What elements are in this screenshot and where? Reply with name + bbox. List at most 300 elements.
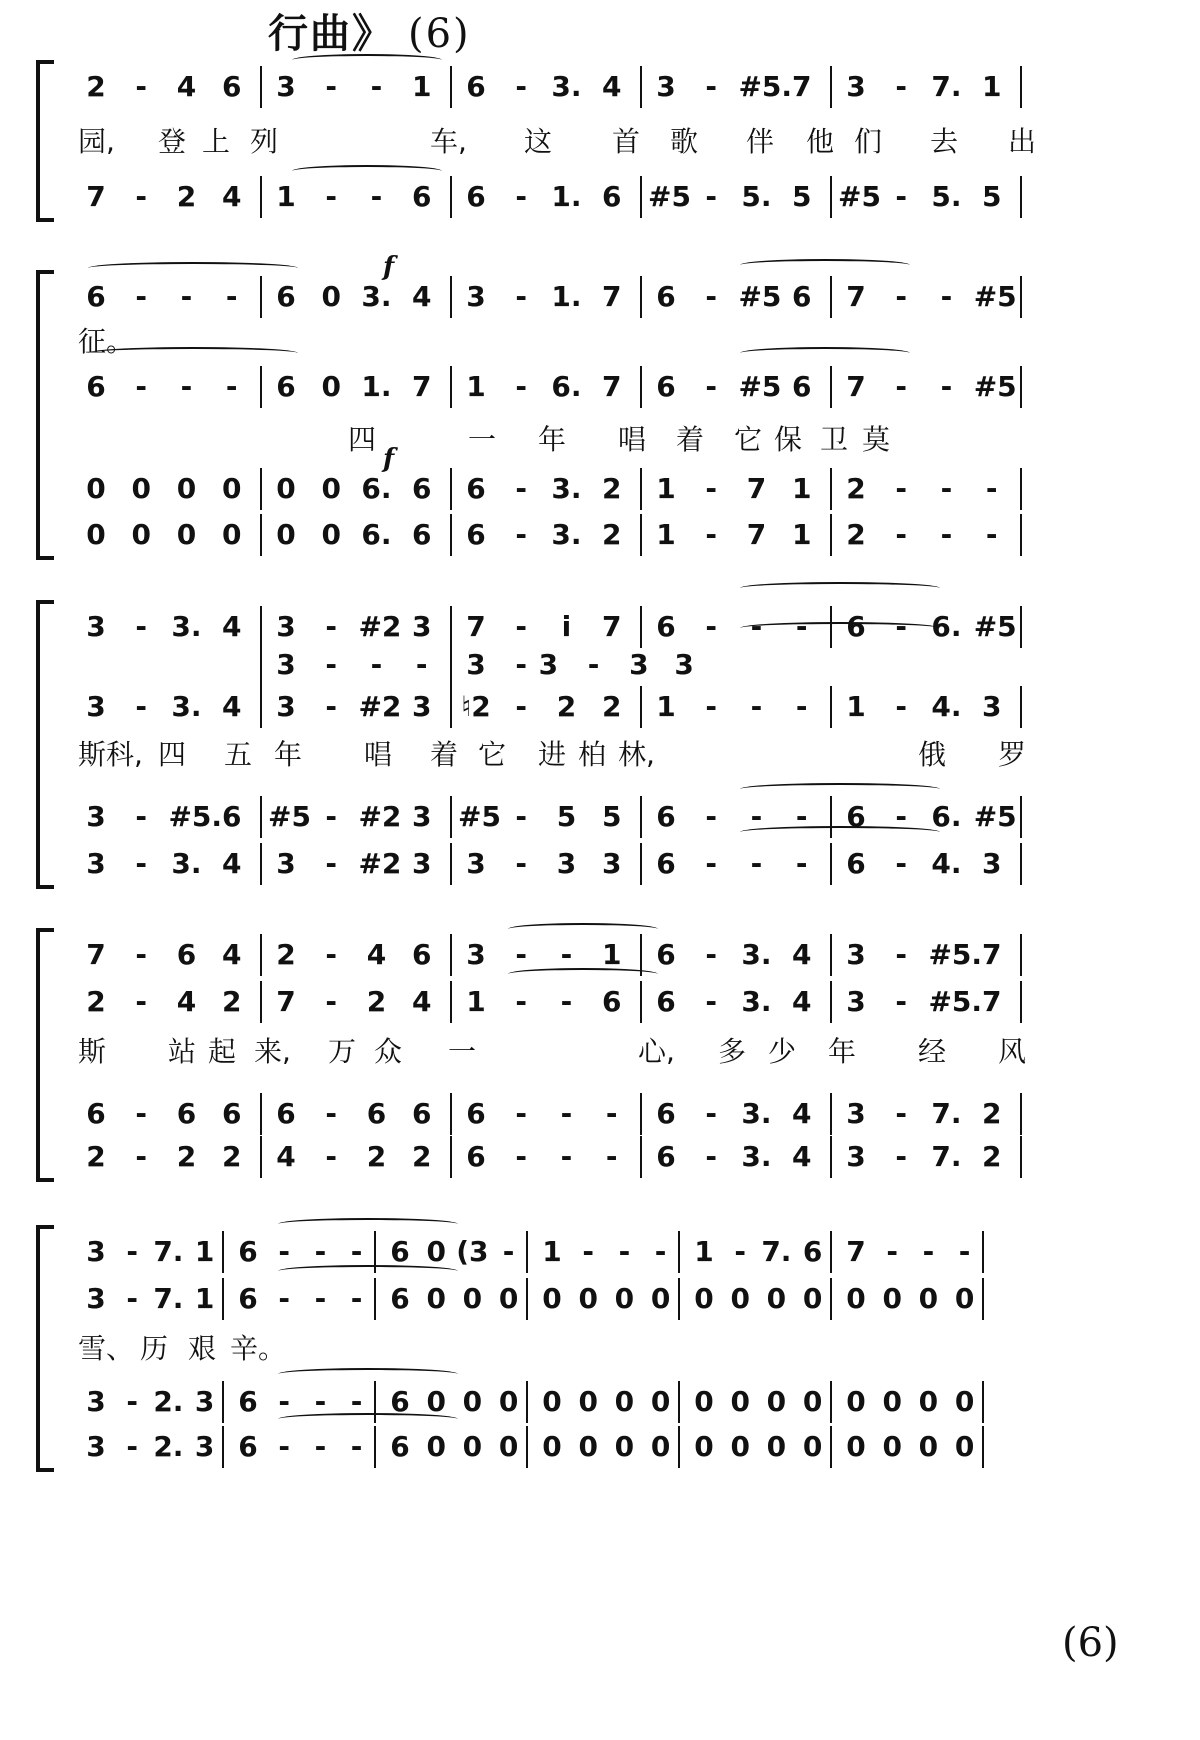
- numbered-note: 1: [466, 985, 486, 1018]
- barline: [830, 1093, 832, 1135]
- numbered-note: 3: [656, 70, 676, 103]
- dash-note: -: [515, 1097, 528, 1130]
- barline: [1020, 276, 1022, 318]
- dash-note: -: [180, 370, 193, 403]
- slur-mark: [508, 968, 658, 980]
- barline: [982, 1278, 984, 1320]
- dash-note: -: [560, 985, 573, 1018]
- numbered-note: 0: [730, 1282, 750, 1315]
- dash-note: -: [370, 180, 383, 213]
- dash-note: -: [705, 985, 718, 1018]
- numbered-note: 7.: [153, 1282, 184, 1315]
- numbered-note: 2: [981, 1140, 1002, 1173]
- numbered-note: 0: [462, 1430, 483, 1463]
- numbered-note: 3.: [361, 280, 392, 313]
- barline: [1020, 514, 1022, 556]
- numbered-note: 4: [791, 1140, 812, 1173]
- notation-row: [78, 847, 1153, 885]
- numbered-note: 0: [321, 280, 341, 313]
- lyric-word: 他: [806, 125, 835, 158]
- dash-note: -: [515, 690, 528, 723]
- numbered-note: 7: [86, 180, 106, 213]
- barline: [260, 981, 262, 1023]
- numbered-note: 0: [498, 1385, 519, 1418]
- numbered-note: 0: [321, 370, 341, 403]
- dash-note: -: [515, 180, 528, 213]
- numbered-note: #5: [738, 280, 782, 313]
- barline: [640, 606, 642, 648]
- lyric-word: 征。: [78, 325, 135, 358]
- dash-note: -: [886, 1235, 898, 1268]
- barline: [260, 1093, 262, 1135]
- notation-row: [78, 610, 1153, 648]
- dash-note: -: [515, 800, 528, 833]
- dash-note: -: [325, 610, 338, 643]
- notation-row: [78, 180, 1153, 218]
- numbered-note: 1: [411, 70, 432, 103]
- numbered-note: 7.: [931, 70, 962, 103]
- numbered-note: 7.: [931, 1140, 962, 1173]
- numbered-note: 3: [538, 648, 559, 681]
- numbered-note: 2: [276, 938, 296, 971]
- lyric-word: 这: [524, 125, 553, 158]
- numbered-note: 2: [601, 472, 622, 505]
- numbered-note: 0: [176, 518, 197, 551]
- lyric-word: 进: [538, 738, 567, 771]
- lyric-word: 列: [250, 125, 279, 158]
- numbered-note: 0: [542, 1282, 562, 1315]
- numbered-note: 3.: [171, 847, 202, 880]
- numbered-note: 2: [176, 1140, 197, 1173]
- numbered-note: 3.: [551, 518, 582, 551]
- barline: [374, 1426, 376, 1468]
- numbered-note: 7: [746, 518, 767, 551]
- lyric-word: 们: [854, 125, 883, 158]
- lyric-word: 着: [430, 738, 459, 771]
- barline: [640, 366, 642, 408]
- numbered-note: #5: [838, 180, 881, 213]
- notation-row: [78, 1282, 1153, 1320]
- barline: [450, 276, 452, 318]
- numbered-note: 1: [791, 518, 812, 551]
- numbered-note: 4: [791, 985, 812, 1018]
- numbered-note: 3: [846, 938, 866, 971]
- score-title: [268, 2, 471, 59]
- dash-note: -: [940, 472, 953, 505]
- lyric-word: 经: [918, 1035, 947, 1068]
- barline: [450, 514, 452, 556]
- numbered-note: 7: [846, 370, 866, 403]
- notation-row: [78, 280, 1153, 318]
- barline: [260, 366, 262, 408]
- numbered-note: 2: [556, 690, 577, 723]
- numbered-note: 1: [846, 690, 866, 723]
- numbered-note: 3.: [171, 610, 202, 643]
- numbered-note: 6: [411, 518, 432, 551]
- dash-note: -: [135, 280, 148, 313]
- dash-note: -: [135, 985, 148, 1018]
- numbered-note: 6.: [931, 800, 962, 833]
- numbered-note: 6: [176, 1097, 197, 1130]
- numbered-note: 1: [466, 370, 486, 403]
- dash-note: -: [705, 70, 718, 103]
- numbered-note: 0: [426, 1235, 446, 1268]
- barline: [450, 843, 452, 885]
- dash-note: -: [502, 1235, 515, 1268]
- lyric-word: 卫: [820, 423, 849, 456]
- dash-note: -: [135, 70, 148, 103]
- numbered-note: 2.: [153, 1385, 184, 1418]
- numbered-note: 3.: [741, 938, 772, 971]
- lyric-word: 辛。: [230, 1332, 287, 1365]
- dash-note: -: [370, 70, 383, 103]
- lyric-word: 出: [1008, 125, 1037, 158]
- lyric-word: 一: [448, 1035, 477, 1068]
- system-bracket: [36, 928, 40, 1182]
- numbered-note: 0: [802, 1282, 823, 1315]
- numbered-note: #5.: [738, 70, 793, 103]
- dash-note: -: [795, 847, 808, 880]
- numbered-note: 0: [578, 1282, 598, 1315]
- barline: [1020, 1093, 1022, 1135]
- lyric-word: 去: [930, 125, 959, 158]
- dash-note: -: [325, 648, 338, 681]
- barline: [260, 934, 262, 976]
- barline: [830, 843, 832, 885]
- slur-mark: [88, 347, 298, 359]
- barline: [1020, 468, 1022, 510]
- dynamic-forte: f: [383, 444, 395, 474]
- lyric-word: 柏: [578, 738, 607, 771]
- numbered-note: 0: [578, 1385, 598, 1418]
- numbered-note: 1: [656, 690, 676, 723]
- dash-note: -: [605, 1097, 618, 1130]
- numbered-note: 0: [131, 518, 151, 551]
- numbered-note: 0: [694, 1282, 714, 1315]
- numbered-note: 3: [194, 1430, 215, 1463]
- numbered-note: 3: [674, 648, 694, 681]
- barline: [1020, 176, 1022, 218]
- numbered-note: 1.: [551, 280, 582, 313]
- barline: [450, 468, 452, 510]
- numbered-note: 3.: [551, 472, 582, 505]
- numbered-note: 0: [694, 1430, 714, 1463]
- numbered-note: 6: [86, 370, 106, 403]
- dash-note: -: [135, 800, 148, 833]
- barline: [1020, 366, 1022, 408]
- numbered-note: 6: [466, 180, 486, 213]
- numbered-note: 0: [802, 1385, 823, 1418]
- numbered-note: 0: [276, 518, 296, 551]
- numbered-note: 4.: [931, 690, 962, 723]
- dash-note: -: [895, 70, 908, 103]
- barline: [260, 276, 262, 318]
- numbered-note: #5.: [168, 800, 223, 833]
- numbered-note: 4: [221, 610, 242, 643]
- lyric-word: 保: [774, 423, 803, 456]
- lyric-word: 历: [140, 1332, 169, 1365]
- numbered-note: 4: [176, 70, 197, 103]
- lyric-word: 年: [538, 423, 567, 456]
- barline: [260, 843, 262, 885]
- barline: [526, 1426, 528, 1468]
- lyric-word: 众: [374, 1035, 403, 1068]
- barline: [450, 686, 452, 728]
- numbered-note: #5: [973, 800, 1017, 833]
- barline: [982, 1231, 984, 1273]
- lyric-word: 莫: [862, 423, 891, 456]
- numbered-note: 0: [462, 1282, 483, 1315]
- dash-note: -: [135, 847, 148, 880]
- dash-note: -: [180, 280, 193, 313]
- numbered-note: 0: [86, 518, 106, 551]
- notation-row: [78, 370, 1153, 408]
- numbered-note: 7.: [153, 1235, 184, 1268]
- barline: [830, 1381, 832, 1423]
- numbered-note: 6.: [931, 610, 962, 643]
- numbered-note: #5: [648, 180, 691, 213]
- numbered-note: 5: [601, 800, 622, 833]
- dash-note: -: [795, 800, 808, 833]
- lyric-word: 雪、: [78, 1332, 135, 1365]
- numbered-note: 6: [466, 518, 486, 551]
- numbered-note: 6: [656, 800, 676, 833]
- dash-note: -: [895, 938, 908, 971]
- dash-note: -: [350, 1430, 363, 1463]
- barline: [222, 1426, 224, 1468]
- notation-row: [78, 1140, 1153, 1178]
- barline: [640, 468, 642, 510]
- numbered-note: 3: [86, 1385, 106, 1418]
- numbered-note: 4: [411, 985, 432, 1018]
- dash-note: -: [225, 280, 238, 313]
- barline: [830, 981, 832, 1023]
- system-bracket: [36, 600, 40, 889]
- numbered-note: 5.: [931, 180, 962, 213]
- numbered-note: 6: [176, 938, 197, 971]
- lyric-row: [78, 733, 1153, 773]
- barline: [830, 934, 832, 976]
- dash-note: -: [654, 1235, 667, 1268]
- numbered-note: 6: [238, 1385, 258, 1418]
- numbered-note: (3: [456, 1235, 489, 1268]
- numbered-note: 6: [601, 180, 622, 213]
- numbered-note: 5: [981, 180, 1002, 213]
- numbered-note: 3: [276, 610, 296, 643]
- system-bracket: [36, 270, 40, 560]
- numbered-note: 5: [556, 800, 577, 833]
- numbered-note: 0: [694, 1385, 714, 1418]
- numbered-note: 7.: [761, 1235, 792, 1268]
- lyric-word: 歌: [670, 125, 699, 158]
- numbered-note: 4: [221, 938, 242, 971]
- lyric-word: 上: [202, 125, 231, 158]
- notation-row: [78, 648, 1153, 686]
- barline: [640, 1136, 642, 1178]
- numbered-note: 0: [542, 1430, 562, 1463]
- dash-note: -: [515, 847, 528, 880]
- numbered-note: 6: [276, 1097, 296, 1130]
- barline: [450, 981, 452, 1023]
- numbered-note: 3: [411, 690, 432, 723]
- barline: [450, 606, 452, 648]
- numbered-note: 6: [656, 610, 676, 643]
- numbered-note: 3: [981, 690, 1002, 723]
- lyric-row: [78, 1327, 1153, 1367]
- numbered-note: 6: [846, 800, 866, 833]
- notation-row: [78, 1430, 1153, 1468]
- dash-note: -: [705, 938, 718, 971]
- numbered-note: 0: [766, 1282, 787, 1315]
- numbered-note: 6: [656, 985, 676, 1018]
- numbered-note: 3: [411, 800, 432, 833]
- numbered-note: 5.: [741, 180, 772, 213]
- dash-note: -: [126, 1282, 138, 1315]
- numbered-note: 0: [766, 1385, 787, 1418]
- dash-note: -: [225, 370, 238, 403]
- slur-mark: [740, 622, 940, 634]
- barline: [450, 1093, 452, 1135]
- slur-mark: [278, 1368, 458, 1380]
- numbered-note: 2: [981, 1097, 1002, 1130]
- lyric-row: [78, 120, 1153, 160]
- barline: [830, 1136, 832, 1178]
- numbered-note: 0: [426, 1430, 446, 1463]
- system-bracket: [36, 60, 40, 222]
- numbered-note: 6: [86, 1097, 106, 1130]
- barline: [830, 1231, 832, 1273]
- lyric-word: 艰: [188, 1332, 217, 1365]
- lyric-word: 它: [478, 738, 507, 771]
- numbered-note: 2: [176, 180, 197, 213]
- title-number: (6): [408, 11, 471, 57]
- barline: [1020, 66, 1022, 108]
- numbered-note: 3: [846, 70, 866, 103]
- numbered-note: 2: [221, 985, 242, 1018]
- numbered-note: 0: [730, 1385, 750, 1418]
- dash-note: -: [705, 690, 718, 723]
- barline: [640, 276, 642, 318]
- dash-note: -: [895, 518, 908, 551]
- barline: [830, 1278, 832, 1320]
- lyric-word: 万: [328, 1035, 357, 1068]
- dash-note: -: [350, 1385, 363, 1418]
- numbered-note: 6: [390, 1430, 410, 1463]
- barline: [678, 1381, 680, 1423]
- dash-note: -: [135, 370, 148, 403]
- numbered-note: 3: [276, 847, 296, 880]
- slur-mark: [740, 783, 940, 795]
- numbered-note: 0: [614, 1385, 635, 1418]
- numbered-note: 3: [86, 1430, 106, 1463]
- numbered-note: 0: [954, 1430, 975, 1463]
- lyric-word: 唱: [364, 738, 393, 771]
- dash-note: -: [278, 1385, 290, 1418]
- numbered-note: #5: [973, 370, 1017, 403]
- numbered-note: 6: [221, 70, 242, 103]
- barline: [222, 1381, 224, 1423]
- dash-note: -: [705, 800, 718, 833]
- numbered-note: 6: [656, 1097, 676, 1130]
- barline: [450, 644, 452, 686]
- numbered-note: 7: [846, 280, 866, 313]
- dash-note: -: [325, 938, 338, 971]
- lyric-word: 它: [734, 423, 763, 456]
- dash-note: -: [940, 518, 953, 551]
- numbered-note: 3: [86, 1235, 106, 1268]
- dash-note: -: [278, 1430, 290, 1463]
- barline: [830, 1426, 832, 1468]
- dash-note: -: [325, 1097, 338, 1130]
- lyric-word: 四: [348, 423, 377, 456]
- dash-note: -: [325, 70, 338, 103]
- numbered-note: #5.: [928, 985, 983, 1018]
- barline: [222, 1231, 224, 1273]
- numbered-note: 6: [846, 610, 866, 643]
- numbered-note: 0: [462, 1385, 483, 1418]
- barline: [450, 796, 452, 838]
- numbered-note: 3: [981, 847, 1002, 880]
- numbered-note: 6: [466, 472, 486, 505]
- lyric-word: 罗: [998, 738, 1027, 771]
- slur-mark: [278, 1265, 458, 1277]
- lyric-word: 一: [468, 423, 497, 456]
- barline: [260, 796, 262, 838]
- lyric-word: 俄: [918, 738, 947, 771]
- lyric-word: 登: [158, 125, 187, 158]
- dash-note: -: [314, 1385, 327, 1418]
- slur-mark: [740, 259, 910, 271]
- barline: [830, 686, 832, 728]
- barline: [1020, 796, 1022, 838]
- numbered-note: 7: [846, 1235, 866, 1268]
- slur-mark: [292, 165, 442, 177]
- numbered-note: 3: [466, 938, 486, 971]
- numbered-note: #2: [358, 800, 402, 833]
- lyric-word: 风: [998, 1035, 1027, 1068]
- dash-note: -: [750, 800, 763, 833]
- slur-mark: [278, 1218, 458, 1230]
- notation-row: [78, 518, 1153, 556]
- dash-note: -: [895, 472, 908, 505]
- notation-row: [78, 472, 1153, 510]
- numbered-note: 7: [466, 610, 486, 643]
- numbered-note: 3.: [551, 70, 582, 103]
- barline: [1020, 843, 1022, 885]
- numbered-note: 7.: [931, 1097, 962, 1130]
- notation-row: [78, 1235, 1153, 1273]
- dash-note: -: [958, 1235, 971, 1268]
- numbered-note: 6: [390, 1282, 410, 1315]
- barline: [526, 1278, 528, 1320]
- numbered-note: 3: [411, 847, 432, 880]
- lyric-word: 心,: [638, 1035, 675, 1068]
- barline: [982, 1381, 984, 1423]
- numbered-note: 0: [650, 1385, 671, 1418]
- barline: [260, 686, 262, 728]
- barline: [526, 1381, 528, 1423]
- barline: [678, 1231, 680, 1273]
- lyric-word: 四: [158, 738, 187, 771]
- numbered-note: 6: [656, 370, 676, 403]
- numbered-note: 2: [601, 690, 622, 723]
- numbered-note: 1.: [551, 180, 582, 213]
- numbered-note: 0: [650, 1282, 671, 1315]
- numbered-note: 0: [918, 1385, 939, 1418]
- barline: [526, 1231, 528, 1273]
- lyric-word: 五: [224, 738, 253, 771]
- dash-note: -: [705, 280, 718, 313]
